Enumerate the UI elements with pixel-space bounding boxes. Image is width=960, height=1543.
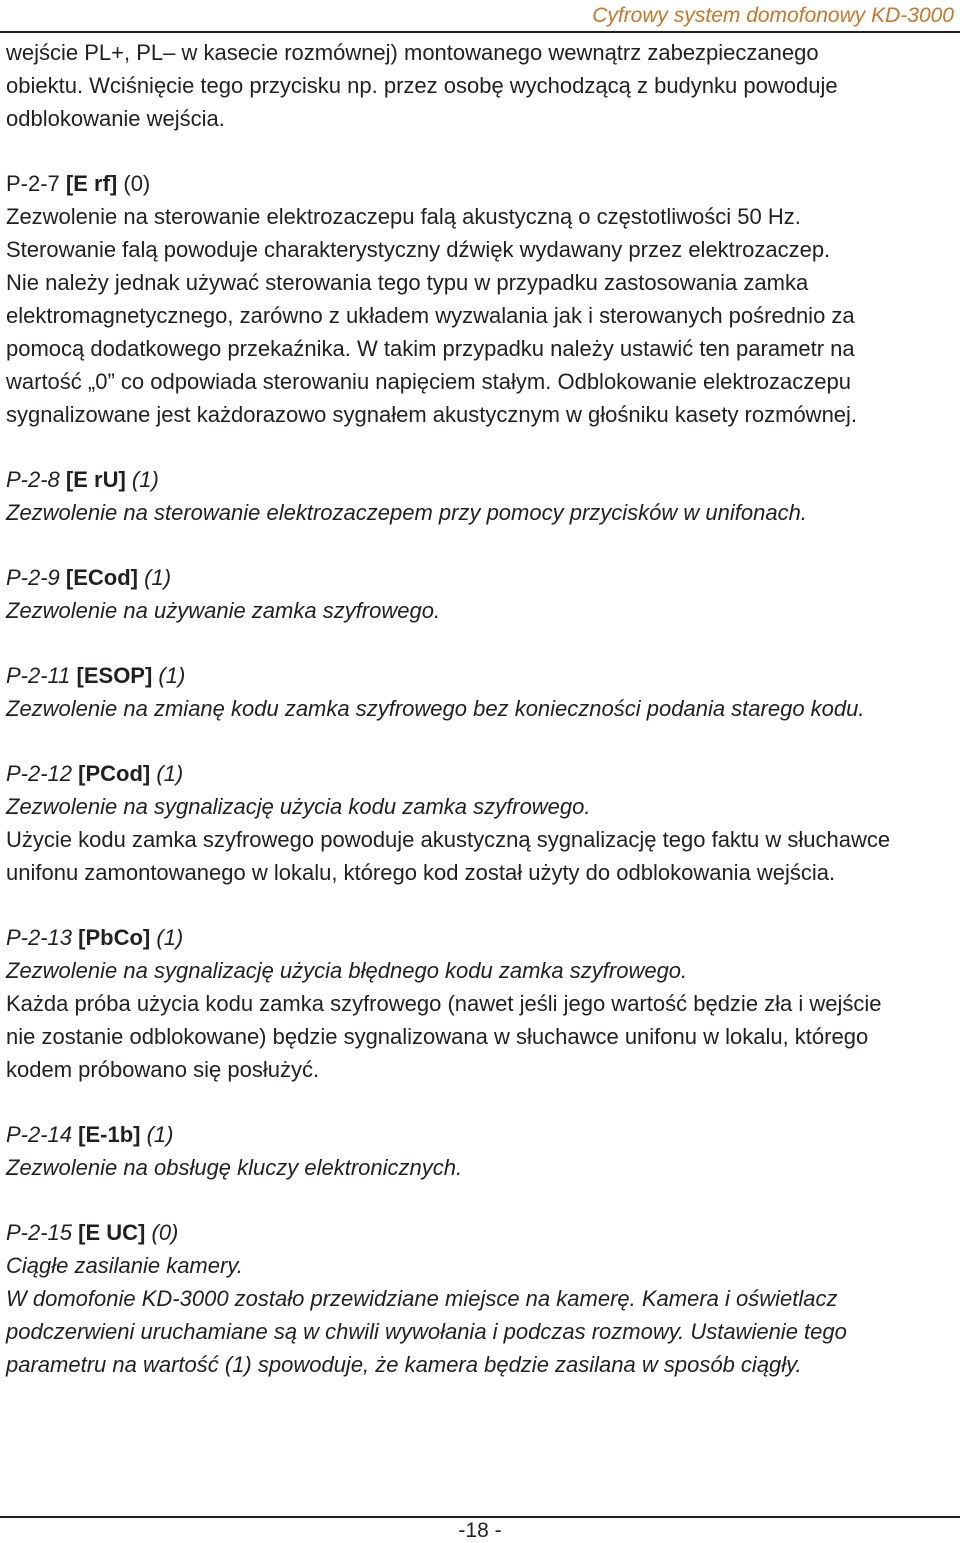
param-description: sygnalizowane jest każdorazowo sygnałem akustycznym w głośniku kasety rozmównej.	[6, 402, 858, 427]
header-rule	[0, 31, 960, 33]
param-description: W domofonie KD-3000 zostało przewidziane miejsce na kamerę. Kamera i oświetlacz	[6, 1286, 838, 1311]
running-header: Cyfrowy system domofonowy KD-3000	[592, 4, 954, 27]
param-description: Zezwolenie na zmianę kodu zamka szyfrowego bez konieczności podania starego kodu.	[6, 696, 865, 721]
param-default: (0)	[145, 1220, 179, 1245]
param-tag: [E rf]	[65, 171, 118, 196]
param-heading-p-2-14	[6, 1118, 956, 1151]
param-description: podczerwieni uruchamiane są w chwili wywołania i podczas rozmowy. Ustawienie tego	[6, 1319, 847, 1344]
param-description: wartość „0” co odpowiada sterowaniu napięciem stałym. Odblokowanie elektrozaczepu	[6, 369, 851, 394]
param-description: parametru na wartość (1) spowoduje, że kamera będzie zasilana w sposób ciągły.	[6, 1352, 802, 1377]
param-note: nie zostanie odblokowane) będzie sygnalizowana w słuchawce unifonu w lokalu, którego	[6, 1024, 869, 1049]
intro-line: odblokowanie wejścia.	[6, 106, 225, 131]
param-code: P-2-9	[6, 565, 66, 590]
param-tag: [ESOP]	[76, 663, 153, 688]
param-code: P-2-8	[6, 467, 66, 492]
param-tag: [PbCo]	[78, 925, 151, 950]
param-code: P-2-11	[6, 663, 77, 688]
param-heading-p-2-7	[6, 167, 956, 200]
param-description: Ciągłe zasilanie kamery.	[6, 1253, 243, 1278]
param-code: P-2-13	[6, 925, 79, 950]
param-note: kodem próbowano się posłużyć.	[6, 1057, 320, 1082]
param-description: pomocą dodatkowego przekaźnika. W takim przypadku należy ustawić ten parametr na	[6, 336, 855, 361]
param-description: Zezwolenie na obsługę kluczy elektronicznych.	[6, 1155, 463, 1180]
page-content	[6, 36, 956, 1381]
param-default: (1)	[152, 663, 186, 688]
param-note: unifonu zamontowanego w lokalu, którego kod został użyty do odblokowania wejścia.	[6, 860, 836, 885]
param-description: Zezwolenie na sterowanie elektrozaczepem przy pomocy przycisków w unifonach.	[6, 500, 807, 525]
param-default: (1)	[150, 925, 184, 950]
param-description: Zezwolenie na sterowanie elektrozaczepu falą akustyczną o częstotliwości 50 Hz.	[6, 204, 801, 229]
param-heading-p-2-15	[6, 1216, 956, 1249]
param-code: P-2-7	[6, 171, 66, 196]
param-description: Nie należy jednak używać sterowania tego typu w przypadku zastosowania zamka	[6, 270, 809, 295]
param-code: P-2-14	[6, 1122, 79, 1147]
param-tag: [ECod]	[65, 565, 139, 590]
param-default: (1)	[140, 1122, 174, 1147]
param-default: (1)	[150, 761, 184, 786]
param-description: Zezwolenie na sygnalizację użycia kodu zamka szyfrowego.	[6, 794, 591, 819]
param-code: P-2-12	[6, 761, 79, 786]
param-default: (0)	[117, 171, 151, 196]
page-number: -18 -	[458, 1519, 502, 1542]
param-code: P-2-15	[6, 1220, 79, 1245]
param-tag: [PCod]	[78, 761, 151, 786]
param-heading-p-2-11	[6, 659, 956, 692]
param-description: Zezwolenie na sygnalizację użycia błędnego kodu zamka szyfrowego.	[6, 958, 688, 983]
param-default: (1)	[125, 467, 159, 492]
param-heading-p-2-8	[6, 463, 956, 496]
param-tag: [E-1b]	[78, 1122, 141, 1147]
param-default: (1)	[138, 565, 172, 590]
param-note: Użycie kodu zamka szyfrowego powoduje akustyczną sygnalizację tego faktu w słuchawce	[6, 827, 891, 852]
param-heading-p-2-9	[6, 561, 956, 594]
param-heading-p-2-13	[6, 921, 956, 954]
param-tag: [E UC]	[78, 1220, 146, 1245]
param-description: Zezwolenie na używanie zamka szyfrowego.	[6, 598, 441, 623]
param-description: Sterowanie falą powoduje charakterystyczny dźwięk wydawany przez elektrozaczep.	[6, 237, 831, 262]
param-heading-p-2-12	[6, 757, 956, 790]
param-tag: [E rU]	[65, 467, 126, 492]
param-description: elektromagnetycznego, zarówno z układem wyzwalania jak i sterowanych pośrednio za	[6, 303, 855, 328]
param-note: Każda próba użycia kodu zamka szyfrowego (nawet jeśli jego wartość będzie zła i wejście	[6, 991, 882, 1016]
intro-line: obiektu. Wciśnięcie tego przycisku np. przez osobę wychodzącą z budynku powoduje	[6, 73, 838, 98]
footer-rule	[0, 1516, 960, 1518]
intro-line: wejście PL+, PL– w kasecie rozmównej) montowanego wewnątrz zabezpieczanego	[6, 40, 819, 65]
